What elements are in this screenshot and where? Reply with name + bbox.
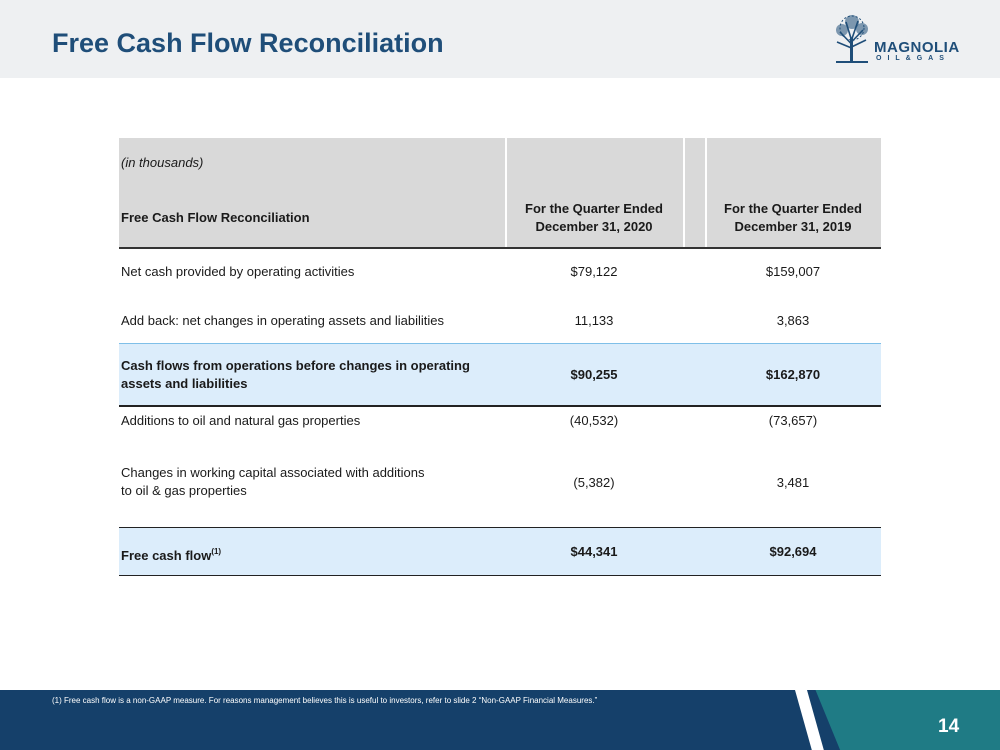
subtotal-value-2020: $90,255: [570, 367, 618, 382]
row-value-2020: 11,133: [574, 313, 614, 328]
row-label: Additions to oil and natural gas properties: [121, 413, 361, 428]
logo-wordmark: MAGNOLIA: [874, 39, 960, 56]
row-label-line2: assets and liabilities: [121, 376, 248, 391]
column-header-line1: For the Quarter Ended: [724, 201, 862, 216]
company-logo: [832, 14, 972, 66]
units-note: (in thousands): [121, 155, 204, 170]
total-label-text: Free cash flow: [121, 548, 212, 563]
row-label: Add back: net changes in operating assets and liabilities: [121, 313, 445, 328]
row-label-line2: to oil & gas properties: [121, 483, 247, 498]
subtotal-bottom-rule: [119, 405, 881, 407]
page-number: 14: [938, 716, 960, 737]
row-value-2020: (5,382): [573, 475, 615, 490]
total-row-label: [121, 543, 501, 565]
header-column-divider: [683, 138, 685, 248]
column-header-2020: [505, 200, 683, 236]
row-value-2019: (73,657): [768, 413, 818, 428]
header-rule: [119, 247, 881, 249]
magnolia-tree-icon: [832, 14, 872, 64]
row-label-line1: Changes in working capital associated with additions: [121, 465, 425, 480]
row-label: [121, 464, 501, 500]
subtotal-top-rule: [119, 343, 881, 344]
fcf-reconciliation-table: [119, 138, 881, 578]
subtotal-row-label: [121, 357, 501, 393]
row-value-2019: $159,007: [765, 264, 821, 279]
column-header-line1: For the Quarter Ended: [525, 201, 663, 216]
row-value-2019: 3,481: [776, 475, 810, 490]
footnote-marker: (1): [211, 547, 222, 556]
row-label-line1: Cash flows from operations before changes in operating: [121, 358, 470, 373]
page-title: Free Cash Flow Reconciliation: [52, 28, 444, 58]
table-title: Free Cash Flow Reconciliation: [121, 210, 310, 225]
logo-subtitle: OIL&GAS: [876, 55, 950, 62]
subtotal-value-2019: $162,870: [765, 367, 821, 382]
footnote: (1) Free cash flow is a non-GAAP measure. For reasons management believes this is useful to investors, refer to slide 2 “Non-GAAP Financial Measures.”: [52, 696, 598, 705]
total-bottom-rule: [119, 575, 881, 576]
total-value-2020: $44,341: [570, 544, 618, 559]
column-header-line2: December 31, 2019: [734, 219, 852, 234]
column-header-line2: December 31, 2020: [535, 219, 653, 234]
total-value-2019: $92,694: [769, 544, 817, 559]
row-value-2019: 3,863: [776, 313, 810, 328]
row-label: Net cash provided by operating activities: [121, 264, 355, 279]
row-value-2020: $79,122: [570, 264, 618, 279]
row-value-2020: (40,532): [569, 413, 619, 428]
column-header-2019: [705, 200, 881, 236]
